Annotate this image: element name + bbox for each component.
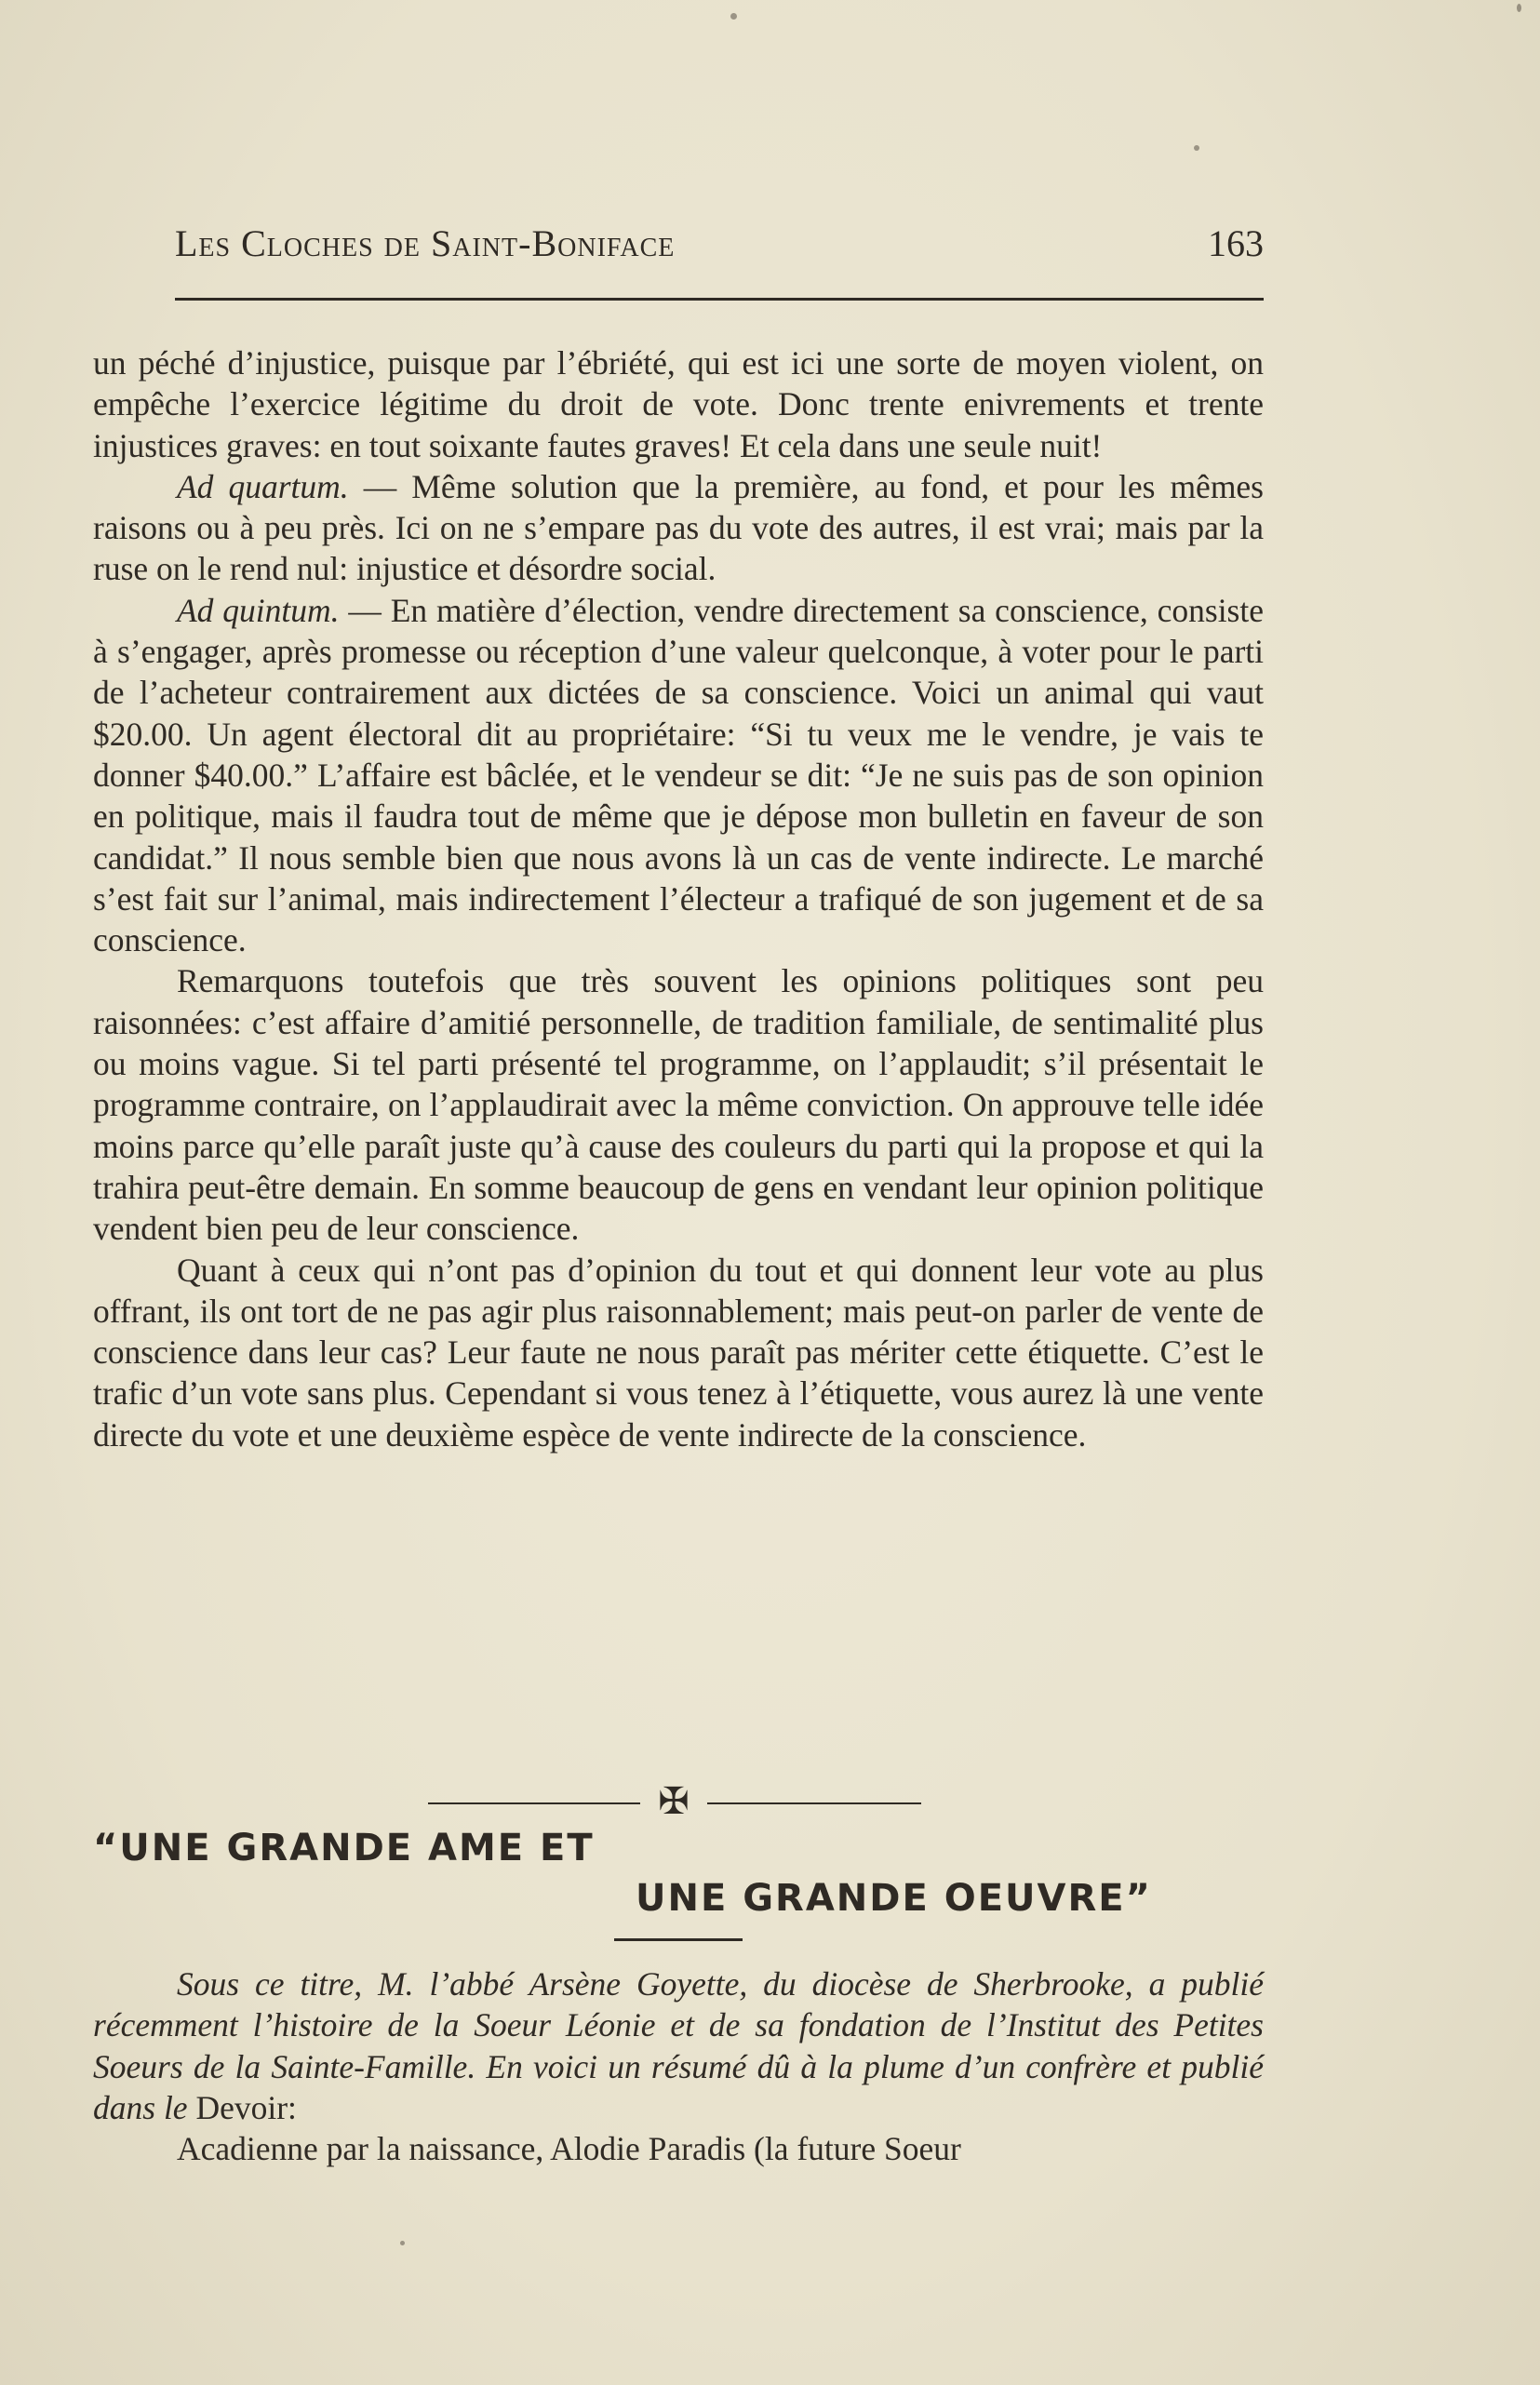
paragraph <box>93 2128 1264 2169</box>
title-rule <box>614 1938 743 1941</box>
section-title-line-2: UNE GRANDE OEUVRE” <box>636 1877 1152 1920</box>
paragraph-text: — Même solution que la première, au fond, et pour les mêmes raisons ou à peu près. Ici on ne s’empare pas du vote des autres, il est vrai; mais par la ruse on le rend nul: injustice et désordre social. <box>93 467 1265 588</box>
running-header <box>175 221 1264 277</box>
cross-ornament-icon: ✠ <box>658 1780 690 1822</box>
paragraph-text: Remarquons toutefois que très souvent les opinions politiques sont peu raisonnées: c’est affaire d’amitié personnelle, de tradition familiale, de sentimalité plus ou moins vague. Si tel parti présenté tel programme, on l’applaudit; s’il présentait le programme contraire, on l’applaudirait avec la même conviction. On approuve telle idée moins parce qu’elle paraît juste qu’à cause des couleurs du parti qui la propose et qui la trahira peut-être demain. En somme beaucoup de gens en vendant leur opinion politique vendent bien peu de leur conscience. <box>93 962 1264 1248</box>
paragraph <box>93 342 1264 466</box>
paragraph-lead: Ad quartum. <box>177 467 349 505</box>
intro-roman-text: Devoir: <box>187 2088 297 2126</box>
paragraph <box>93 466 1264 590</box>
paragraph-lead: Ad quintum. <box>177 591 340 629</box>
intro-paragraph <box>93 1963 1264 2128</box>
paper-speck <box>1194 145 1199 151</box>
paragraph-text: Quant à ceux qui n’ont pas d’opinion du tout et qui donnent leur vote au plus offrant, ils ont tort de ne pas agir plus raisonnablement; mais peut-on parler de vente de conscience dans leur cas? Leur faute ne nous paraît pas mériter cette étiquette. C’est le trafic d’un vote sans plus. Cependant si vous tenez à l’étiquette, vous aurez là une vente directe du vote et une deuxième espèce de vente indirecte de la conscience. <box>93 1251 1264 1454</box>
body-text <box>93 342 1264 1455</box>
divider-line <box>707 1802 921 1804</box>
section-title-line-1: “UNE GRANDE AME ET <box>93 1827 595 1869</box>
page-number: 163 <box>1208 222 1264 264</box>
section-intro <box>93 1963 1264 2169</box>
paper-speck <box>400 2241 405 2245</box>
section-divider <box>428 1780 921 1822</box>
paragraph-text: Acadienne par la naissance, Alodie Paradis (la future Soeur <box>177 2130 961 2168</box>
paragraph <box>93 1250 1264 1455</box>
paragraph-text: — En matière d’élection, vendre directement sa conscience, consiste à s’engager, après promesse ou réception d’une valeur quelconque, à voter pour le parti de l’acheteur contrairement aux dictées de sa conscience. Voici un animal qui vaut $20.00. Un agent électoral dit au propriétaire: “Si tu veux me le vendre, je vais te donner $40.00.” L’affaire est bâclée, et le vendeur se dit: “Je ne suis pas de son opinion en politique, mais il faudra tout de même que je dépose mon bulletin en faveur de son candidat.” Il nous semble bien que nous avons là un cas de vente indirecte. Le marché s’est fait sur l’animal, mais indirectement l’électeur a trafiqué de son jugement et de sa conscience. <box>93 591 1264 959</box>
paragraph <box>93 590 1264 961</box>
header-rule <box>175 298 1264 301</box>
intro-italic-text: Sous ce titre, M. l’abbé Arsène Goyette, du diocèse de Sherbrooke, a publié récemment l’histoire de la Soeur Léonie et de sa fondation de l’Institut des Petites Soeurs de la Sainte-Famille. En voici un résumé dû à la plume d’un confrère et publié dans le <box>93 1965 1264 2126</box>
paper-speck <box>730 13 737 20</box>
paragraph-text: un péché d’injustice, puisque par l’ébriété, qui est ici une sorte de moyen violent, on empêche l’exercice légitime du droit de vote. Donc trente enivrements et trente injustices graves: en tout soixante fautes graves! Et cela dans une seule nuit! <box>93 344 1264 464</box>
divider-line <box>428 1802 640 1804</box>
paragraph <box>93 960 1264 1249</box>
running-title: Les Cloches de Saint-Boniface <box>175 222 676 264</box>
paper-speck <box>1517 4 1521 12</box>
